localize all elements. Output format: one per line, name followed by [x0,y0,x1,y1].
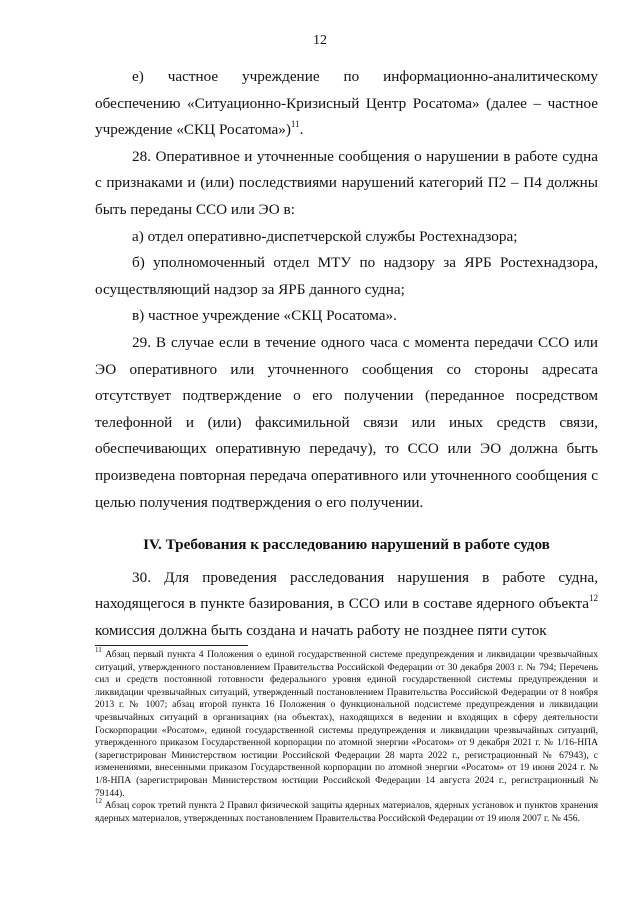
paragraph-27e-end: . [299,121,304,139]
paragraph-28b: б) уполномоченный отдел МТУ по надзору за ЯРБ Ростехнадзора, осуществляющий надзор за ЯРБ данного судна; [95,254,598,298]
footnote-ref-12[interactable]: 12 [589,593,598,604]
paragraph-27e [95,64,598,144]
paragraph-27e-text: е) частное учреждение по информационно-аналитическому обеспечению «Ситуационно-Кризисный Центр Росатома» (далее – частное учреждение «СКЦ Росатома») [95,68,598,139]
footnote-divider [95,645,248,646]
footnote-marker: 12 [95,796,102,805]
paragraph-30-text: 30. Для проведения расследования нарушения в работе судна, находящегося в пункте базирования, в ССО или в составе ядерного объекта [95,568,598,613]
footnote-marker: 11 [95,645,102,654]
paragraph-28: 28. Оперативное и уточненные сообщения о нарушении в работе судна с признаками и (или) последствиями нарушений категорий П2 – П4 должны быть переданы ССО или ЭО в: [95,147,598,218]
footnote-12 [95,796,598,825]
paragraph-30 [95,565,598,645]
footnotes [95,645,598,825]
document-body [95,64,598,644]
page-number: 12 [313,33,327,48]
paragraph-30-end: комиссия должна быть создана и начать работу не позднее пяти суток [95,621,547,639]
footnote-text: Абзац первый пункта 4 Положения о единой государственной системе предупреждения и ликвидации чрезвычайных ситуаций, утвержденного постановлением Правительства Российской Федерации от 30 декабря 2003 г. № 794; Перечень сил и средств постоянной готовности федерального уровня единой государственной системы предупреждения и ликвидации чрезвычайных ситуаций, утвержденный постановлением Правительства Российской Федерации от 8 ноября 2013 г. № 1007; абзац второй пункта 16 Положения о функциональной подсистеме предупреждения и ликвидации чрезвычайных ситуаций в организациях (на объектах), находящихся в ведении и входящих в сферу деятельности Госкорпорации «Росатом», единой государственной системы предупреждения и ликвидации чрезвычайных ситуаций, утвержденного приказом Государственной корпорации по атомной энергии «Росатом» от 9 декабря 2021 г. № 1/16-НПА (зарегистрирован Министерством юстиции Российской Федерации 28 марта 2022 г., регистрационный № 67943), с изменениями, внесенными приказом Государственной корпорации по атомной энергии «Росатом» от 19 июня 2024 г. № 1/8-НПА (зарегистрирован Министерством юстиции Российской Федерации 14 августа 2024 г., регистрационный № 79144). [95,649,598,799]
paragraph-28c: в) частное учреждение «СКЦ Росатома». [132,307,397,325]
footnote-ref-11[interactable]: 11 [290,119,300,130]
section-heading: IV. Требования к расследованию нарушений в работе судов [143,536,550,554]
footnote-text: Абзац сорок третий пункта 2 Правил физической защиты ядерных материалов, ядерных установок и пунктов хранения ядерных материалов, утвержденных постановлением Правительства Российской Федерации от 19 июля 2007 г. № 456. [95,800,598,824]
paragraph-28a: а) отдел оперативно-диспетчерской службы Ростехнадзора; [132,227,518,245]
paragraph-29: 29. В случае если в течение одного часа с момента передачи ССО или ЭО оперативного или уточненного сообщения со стороны адресата отсутствует подтверждение о его получении (переданное посредством телефонной и (или) факсимильной связи или иных средств связи, обеспечивающих оперативную передачу), то ССО или ЭО должна быть произведена повторная передача оперативного или уточненного сообщения с целью получения подтверждения о его получении. [95,333,598,511]
footnote-11 [95,645,598,800]
